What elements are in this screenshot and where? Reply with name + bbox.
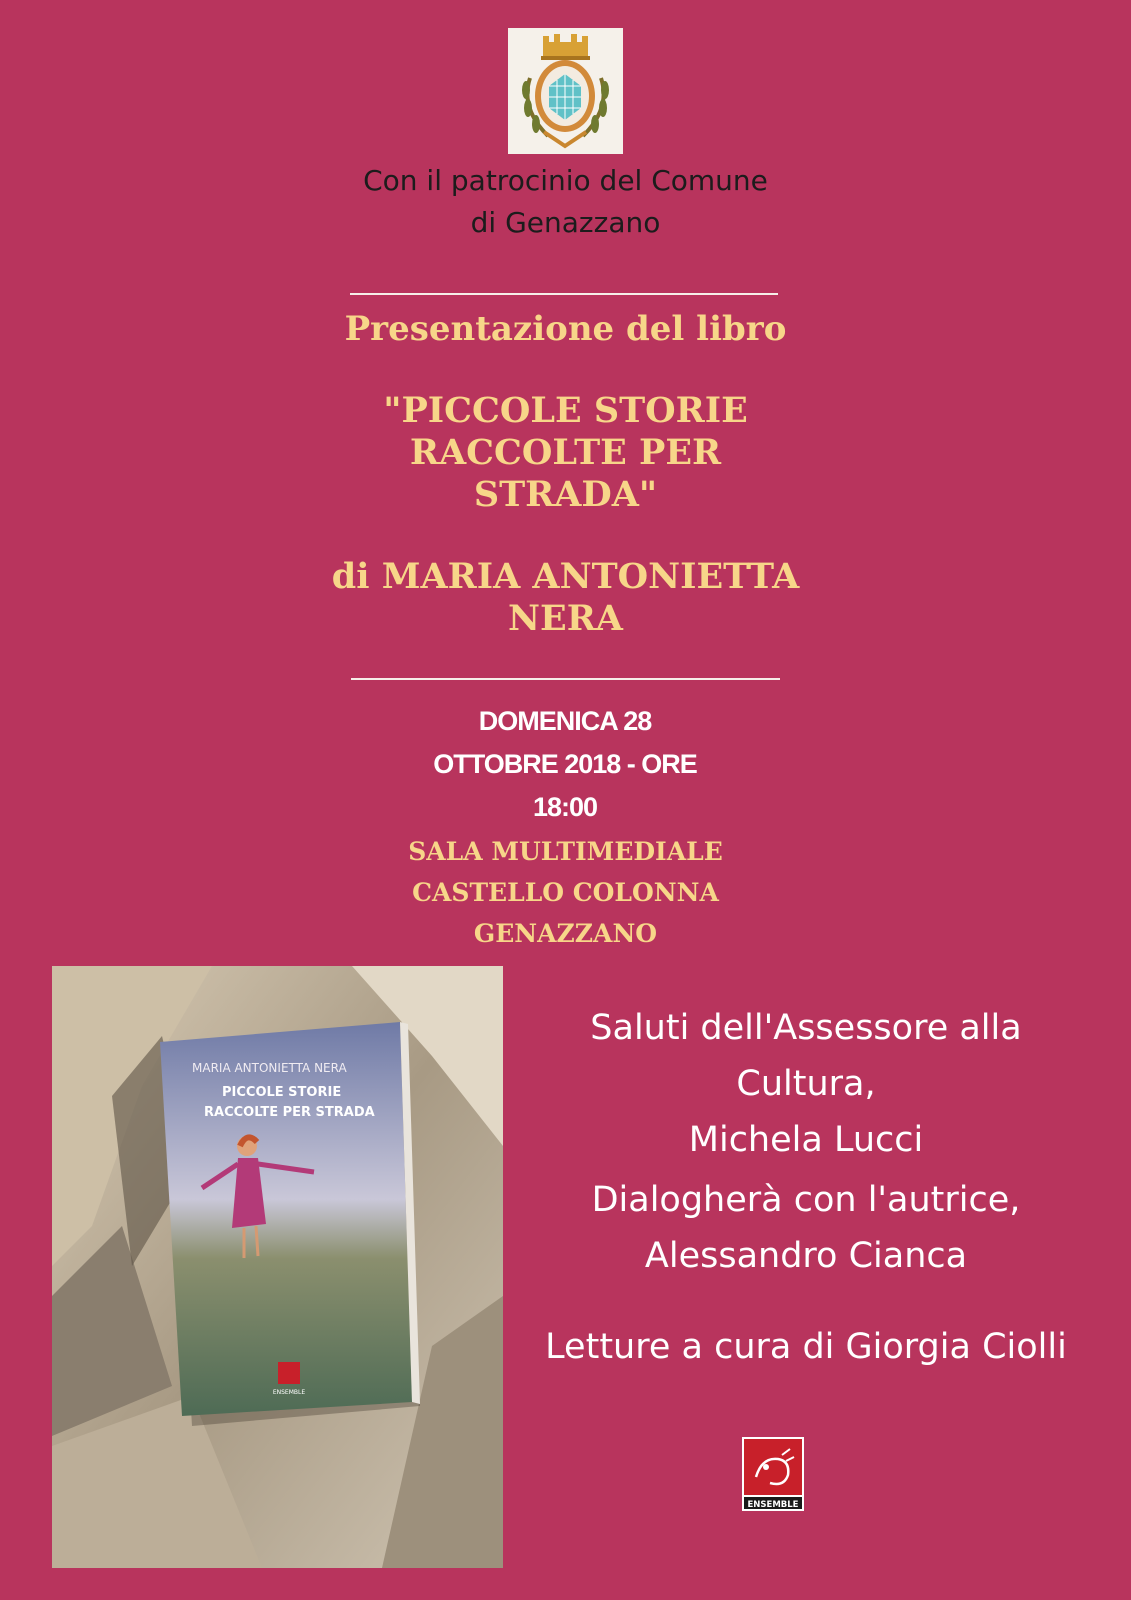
author-name	[300, 556, 831, 640]
coat-of-arms	[508, 28, 623, 154]
sponsor-line-1: Con il patrocinio del Comune	[363, 164, 768, 197]
book-title-line: RACCOLTE PER	[409, 432, 722, 473]
dialog-text	[505, 1172, 1107, 1284]
author-line: di MARIA ANTONIETTA	[331, 556, 800, 597]
presentation-heading: Presentazione del libro	[344, 309, 787, 349]
event-date	[330, 700, 800, 829]
coat-of-arms-icon	[508, 28, 623, 154]
divider-top	[350, 293, 778, 295]
greeting-line: Cultura,	[736, 1064, 876, 1104]
readings-text: Letture a cura di Giorgia Ciolli	[545, 1327, 1067, 1367]
cover-author: MARIA ANTONIETTA NERA	[192, 1061, 347, 1075]
cover-title-line-2: RACCOLTE PER STRADA	[204, 1105, 375, 1120]
dialog-line: Alessandro Cianca	[644, 1236, 968, 1276]
greeting-text	[505, 1000, 1107, 1168]
cover-publisher: ENSEMBLE	[272, 1389, 306, 1396]
sponsor-line-2: di Genazzano	[470, 206, 661, 239]
book-title	[300, 390, 831, 516]
ensemble-logo-icon	[742, 1437, 804, 1511]
greeting-line: Saluti dell'Assessore alla	[590, 1008, 1022, 1048]
event-venue	[300, 831, 831, 954]
venue-line: CASTELLO COLONNA	[412, 878, 719, 907]
book-title-line: "PICCOLE STORIE	[383, 390, 748, 431]
publisher-logo	[742, 1437, 804, 1511]
sponsor-text	[300, 160, 831, 244]
dialog-line: Dialogherà con l'autrice,	[591, 1180, 1021, 1220]
venue-line: SALA MULTIMEDIALE	[408, 837, 723, 866]
book-photo-image	[52, 966, 503, 1568]
greeting-line: Michela Lucci	[688, 1120, 924, 1160]
publisher-logo-label: ENSEMBLE	[747, 1500, 799, 1510]
cover-title-line-1: PICCOLE STORIE	[222, 1085, 342, 1100]
author-line: NERA	[508, 598, 623, 639]
book-photo	[52, 966, 503, 1568]
divider-bottom	[351, 678, 780, 680]
venue-line: GENAZZANO	[473, 919, 658, 948]
date-line: OTTOBRE 2018 - ORE	[433, 749, 697, 779]
book-title-line: STRADA"	[473, 474, 658, 515]
date-line: DOMENICA 28	[478, 706, 652, 736]
date-line: 18:00	[532, 792, 598, 822]
